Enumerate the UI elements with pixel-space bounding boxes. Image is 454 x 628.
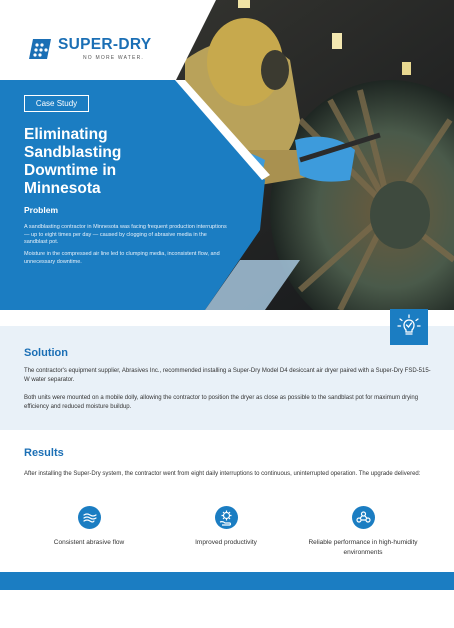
flow-icon	[78, 506, 101, 529]
results-heading: Results	[24, 447, 64, 459]
brand-tagline: NO MORE WATER.	[83, 55, 144, 61]
problem-heading: Problem	[24, 205, 59, 215]
title-line: Minnesota	[24, 180, 101, 197]
result-label-flow: Consistent abrasive flow	[53, 539, 125, 546]
hero-section	[0, 0, 454, 310]
title-line: Eliminating	[24, 126, 108, 143]
title-line: Sandblasting	[24, 144, 122, 161]
solution-paragraph-2: Both units were mounted on a mobile dolly, allowing the contractor to position the dryer as close as possible to the sandblast pot for maximum drying efficiency and reduced moisture buildup.	[24, 395, 419, 410]
case-study-badge: Case Study	[24, 95, 89, 112]
result-label-productivity: Improved productivity	[195, 539, 257, 546]
network-icon	[352, 506, 375, 529]
page-title	[24, 126, 174, 198]
logo-mark-icon	[27, 37, 53, 61]
solution-section	[0, 326, 454, 430]
title-line: Downtime in	[24, 162, 117, 179]
footer-bar	[0, 572, 454, 590]
lightbulb-check-icon	[390, 309, 428, 345]
result-label-humidity: Reliable performance in high-humidity environments	[308, 539, 418, 556]
brand-logo	[27, 37, 187, 63]
gear-hand-icon	[215, 506, 238, 529]
solution-heading: Solution	[24, 347, 68, 359]
problem-paragraph-1: A sandblasting contractor in Minnesota was facing frequent production interruptions — up to eight times per day — caused by clogging of abrasive media in the sandblast pot.	[24, 224, 227, 245]
solution-paragraph-1: The contractor's equipment supplier, Abrasives Inc., recommended installing a Super-Dry Model D4 desiccant air dryer paired with a Super-Dry FSD-515-W water separator.	[24, 368, 431, 383]
results-paragraph: After installing the Super-Dry system, the contractor went from eight daily interruptions to continuous, uninterrupted operation. The upgrade delivered:	[24, 471, 421, 477]
brand-name: SUPER-DRY	[58, 36, 152, 53]
problem-paragraph-2: Moisture in the compressed air line led to clumping media, inconsistent flow, and unnecessary downtime.	[24, 251, 220, 265]
